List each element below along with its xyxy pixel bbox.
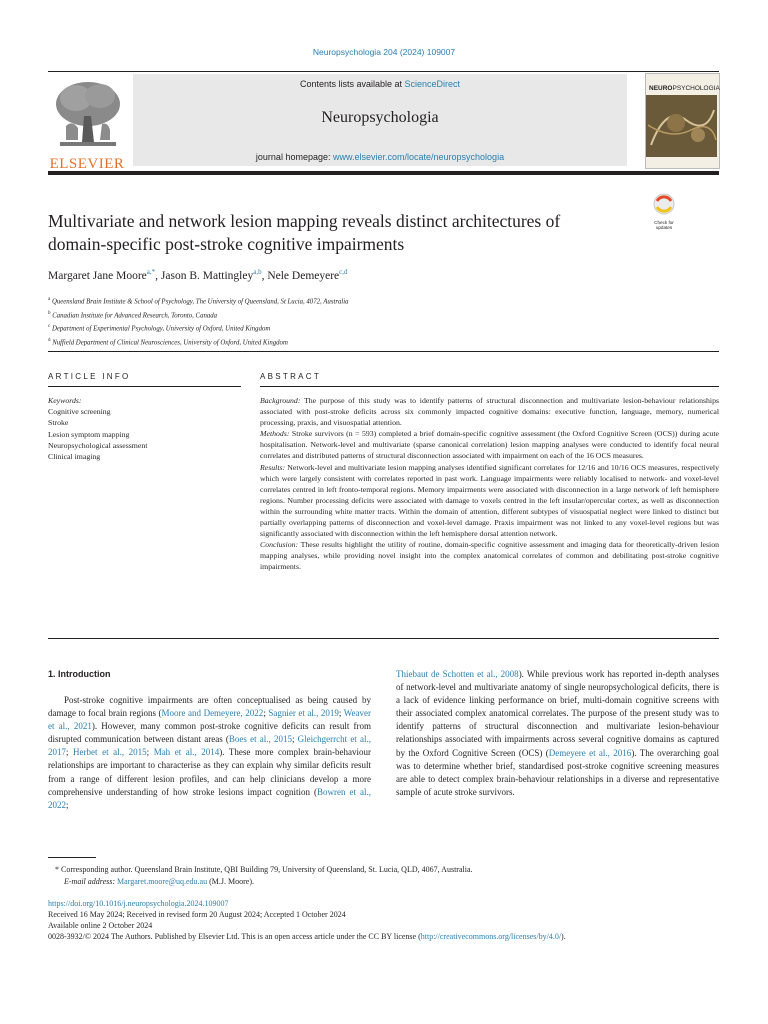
keyword-item: Clinical imaging [48, 452, 101, 462]
journal-cover[interactable] [645, 73, 720, 169]
abstract-conclusion: Conclusion: These results highlight the utility of routine, domain-specific cognitive assessment and imaging data for theoretically-driven lesion mapping analyses, while providing novel insight into the complex anatomical correlates of common and debilitating post-stroke cognitive impairments. [260, 540, 719, 572]
abstract-heading: ABSTRACT [260, 372, 322, 381]
intro-text: ; [146, 747, 154, 758]
affiliation-item: $^c$ Department of Experimental Psychology, University of Oxford, United Kingdom [48, 324, 271, 333]
intro-text: Post-stroke cognitive impairments are often conceptualised as being caused by damage to focal brain regions ( [48, 695, 371, 719]
affiliation-item: $^d$ Nuffield Department of Clinical Neurosciences, University of Oxford, United Kingdom [48, 337, 288, 346]
affiliation-item: $^b$ Canadian Institute for Advanced Research, Toronto, Canada [48, 310, 218, 319]
citation-link[interactable]: Herbet et al., 2015 [73, 747, 147, 758]
keyword-item: Cognitive screening [48, 407, 111, 417]
header-bottom-rule [48, 171, 719, 175]
intro-text: ). While previous work has reported in-depth analyses of network-level and multivariate anatomy of single neuropsychological deficits, there is a lack of evidence linking performance on brief, multi-domain cognitive screens with their associated complex anatomical correlates. The purpose of the present study was to identify patterns of structural disconnection and multivariate lesion-behaviour relationships associated with impairments across several cognitive domains as captured by the Oxford Cognitive Screen (OCS) ( [396, 669, 720, 758]
received-dates: Received 16 May 2024; Received in revised form 20 August 2024; Accepted 1 October 2024 [48, 910, 346, 919]
footnote-rule [48, 857, 96, 858]
contents-line: Contents lists available at ScienceDirect [299, 79, 461, 89]
check-updates-label: Check for updates [654, 220, 674, 230]
citation-link[interactable]: Sagnier et al., 2019 [268, 708, 339, 719]
cover-image [646, 95, 717, 157]
intro-text: ). These more complex brain-behaviour relationships are important to characterise as they can explain why similar deficits result from a range of different lesion profiles, and can help clinicians develop a more comprehensive understanding of how stroke lesions impact cognition ( [48, 747, 371, 797]
abstract-rule [260, 386, 719, 387]
intro-text: ; [338, 708, 344, 719]
citation-link[interactable]: Bowren et al., 2022 [48, 786, 371, 810]
elsevier-logo[interactable] [48, 76, 126, 172]
email-footnote: E-mail address: Margaret.moore@uq.edu.au (M.J. Moore). [64, 877, 254, 886]
journal-reference-link[interactable]: Neuropsychologia 204 (2024) 109007 [312, 47, 456, 57]
elsevier-tree-icon [48, 76, 126, 150]
citation-link[interactable]: Mah et al., 2014 [153, 747, 220, 758]
journal-homepage: journal homepage: www.elsevier.com/locate/neuropsychologia [255, 152, 505, 162]
sciencedirect-link[interactable]: ScienceDirect [404, 79, 461, 89]
intro-text: ; [66, 747, 74, 758]
keyword-item: Lesion symptom mapping [48, 429, 130, 439]
cover-title: NEUROPSYCHOLOGIA [649, 85, 720, 92]
header-top-rule [48, 71, 719, 72]
journal-title: Neuropsychologia [321, 109, 439, 126]
doi-link[interactable]: https://doi.org/10.1016/j.neuropsychologia.2024.109007 [48, 899, 229, 908]
keyword-item: Neuropsychological assessment [48, 440, 148, 450]
affiliation-list [48, 294, 349, 348]
article-info-rule [48, 386, 241, 387]
affiliation-item: $^a$ Queensland Brain Institute & School of Psychology, The University of Queensland, St Lucia, 4072, Australia [48, 297, 349, 306]
author-affil-sup[interactable]: a,b [253, 268, 262, 276]
intro-paragraph [396, 668, 719, 799]
intro-paragraph [48, 694, 371, 812]
citation-link[interactable]: Demeyere et al., 2016 [548, 747, 632, 758]
abstract-body [260, 395, 719, 573]
abstract-methods: Methods: Stroke survivors (n = 593) completed a brief domain-specific cognitive assessment (the Oxford Cognitive Screen (OCS)) during acute hospitalisation. Network-level and multivariate (sparse canonical correlation) lesion mapping analyses were conducted to identify focal neural correlates and distributed patterns of structural disconnection associated with impairment on each of the 16 OCS measures. [260, 429, 719, 461]
keywords-label: Keywords: [48, 396, 82, 405]
intro-text: ; [263, 708, 269, 719]
license-link[interactable]: http://creativecommons.org/licenses/by/4.0/ [420, 932, 562, 941]
citation-link[interactable]: Weaver et al., 2021 [48, 708, 371, 732]
author-name[interactable]: Nele Demeyere [267, 269, 340, 282]
keywords-block [48, 395, 147, 462]
license-line: 0028-3932/© 2024 The Authors. Published by Elsevier Ltd. This is an open access article under the CC BY license (http://creativecommons.org/licenses/by/4.0/). [48, 932, 566, 941]
intro-text: ; [66, 799, 69, 810]
intro-text: ). The overarching goal was to determine whether brief, standardised post-stroke cognitive screening measures are able to detect complex brain-behaviour relationships in a diverse and representative sample of acute stroke survivors. [396, 747, 719, 797]
intro-text: ; [291, 734, 298, 745]
citation-link[interactable]: Thiebaut de Schotten et al., 2008 [396, 669, 519, 679]
check-updates-icon [651, 193, 677, 215]
available-online: Available online 2 October 2024 [48, 921, 153, 930]
author-name[interactable]: Margaret Jane Moore [48, 269, 147, 282]
intro-left-column [48, 694, 371, 812]
author-affil-sup[interactable]: c,d [339, 268, 348, 276]
author-affil-sup[interactable]: a,* [146, 268, 156, 276]
homepage-link[interactable]: www.elsevier.com/locate/neuropsychologia [332, 152, 505, 162]
citation-link[interactable]: Gleichgerrcht et al., 2017 [48, 734, 371, 758]
article-title: Multivariate and network lesion mapping reveals distinct architectures of domain-specific post-stroke cognitive impairments [48, 211, 561, 254]
doi-line [48, 898, 229, 909]
affiliation-rule [48, 351, 719, 352]
abstract-background: Background: The purpose of this study was to identify patterns of structural disconnection and multivariate lesion-behaviour relationships associated with post-stroke deficits across six commonly impacted cognitive domains: executive function, language, memory, numerical processing, praxis, and visuospatial attention. [260, 396, 719, 428]
author-name[interactable]: Jason B. Mattingley [160, 269, 254, 282]
email-link[interactable]: Margaret.moore@uq.edu.au [117, 877, 208, 886]
article-info-heading: ARTICLE INFO [48, 372, 131, 381]
abstract-bottom-rule [48, 638, 719, 639]
abstract-results: Results: Network-level and multivariate lesion mapping analyses identified significant correlates for 12/16 and 10/16 OCS measures, respectively which were largely consistent with correlates reported in past work. Language impairments were reliably localised to network- and voxel-level correlates centred in left fronto-temporal regions. Memory impairments were associated with disconnection in a large network of left hemisphere regions. Number processing deficits were associated with damage to voxels centred in the left insular/opercular cortex, as well as disconnection within the surrounding white matter tracts. Within the domain of attention, different subtypes of visuospatial neglect were linked to distinct but partially overlapping patterns of disconnection and voxel-level damage. Praxis impairment was not linked to any voxel-level regions but was significantly associated with disconnection within the left hemisphere dorsal attention network. [260, 462, 719, 539]
check-for-updates-badge[interactable] [651, 193, 677, 230]
intro-text: ). However, many common post-stroke cognitive deficits can result from disrupted communication between distant areas ( [48, 721, 371, 745]
keyword-item: Stroke [48, 418, 69, 428]
introduction-heading: 1. Introduction [48, 669, 111, 679]
publisher-name: ELSEVIER [49, 156, 125, 172]
intro-right-column [396, 668, 719, 799]
citation-link[interactable]: Moore and Demeyere, 2022 [161, 708, 264, 719]
journal-reference[interactable] [0, 47, 768, 57]
corresponding-footnote: * Corresponding author. Queensland Brain Institute, QBI Building 79, University of Queensland, St. Lucia, QLD, 4067, Australia. [55, 865, 473, 874]
citation-link[interactable]: Boes et al., 2015 [228, 734, 292, 745]
author-list: Margaret Jane Moore$^{a,*}$, Jason B. Mattingley$^{a,b}$, Nele Demeyere$^{c,d}$ [48, 268, 348, 282]
